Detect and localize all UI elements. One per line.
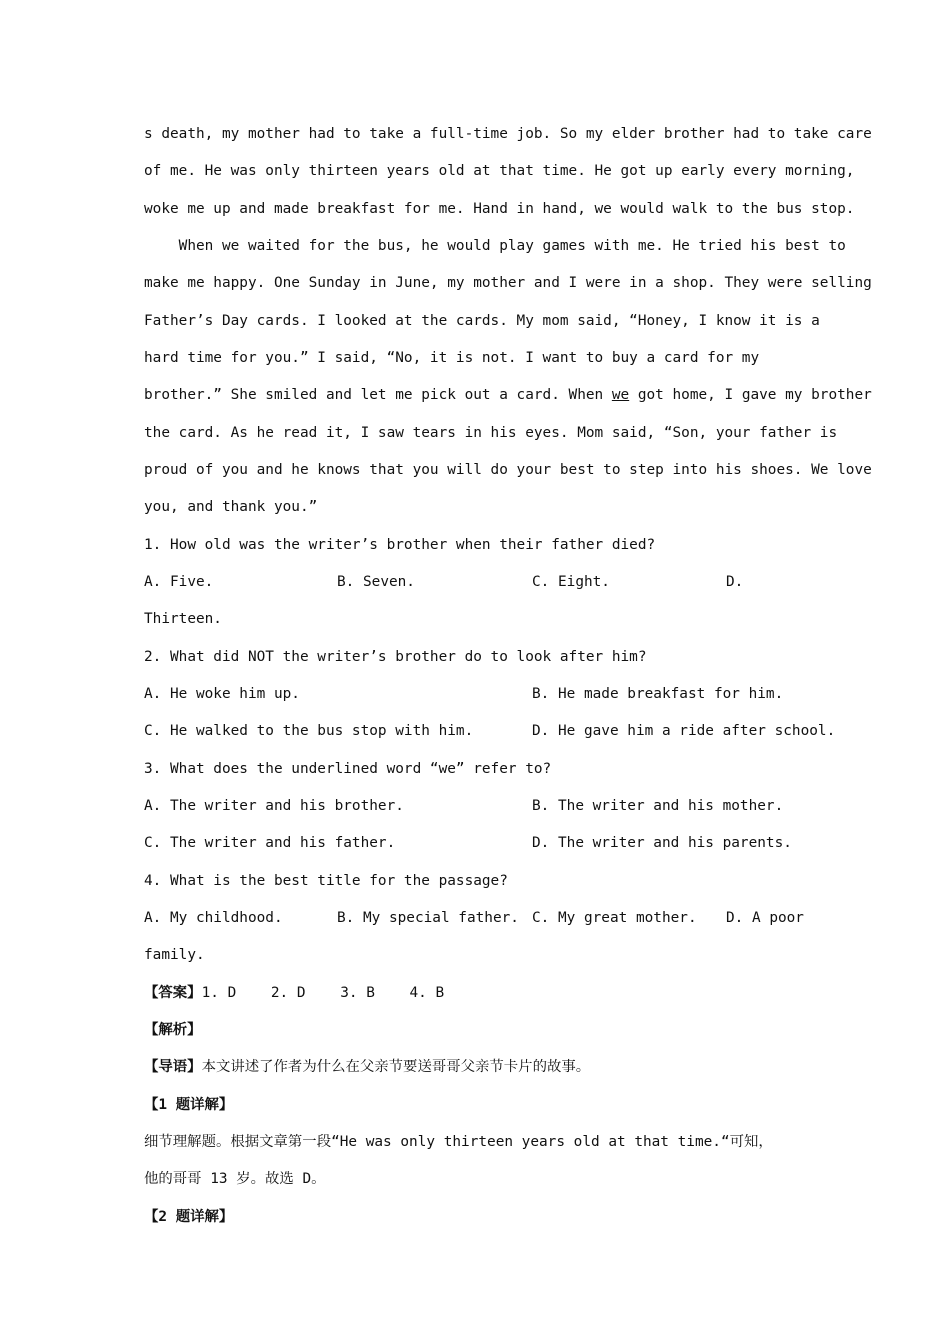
question-2-stem: 2. What did NOT the writer’s brother do to look after him? <box>144 649 647 665</box>
passage-line-9: the card. As he read it, I saw tears in his eyes. Mom said, “Son, your father is <box>144 425 838 441</box>
question-4-option-d-wrap: family. <box>144 947 205 963</box>
question-1-option-d-wrap: Thirteen. <box>144 611 222 627</box>
guide-line <box>144 1057 590 1077</box>
passage-line-10: proud of you and he knows that you will do your best to step into his shoes. We love <box>144 462 872 478</box>
guide-label: 【导语】 <box>144 1059 202 1075</box>
guide-text: 本文讲述了作者为什么在父亲节要送哥哥父亲节卡片的故事。 <box>201 1059 591 1075</box>
question-4-option-b: B. My special father. <box>337 910 519 926</box>
question-3-option-b: B. The writer and his mother. <box>532 798 784 814</box>
question-3-option-c: C. The writer and his father. <box>144 835 396 851</box>
question-1-option-a: A. Five. <box>144 574 214 590</box>
passage-line-7: hard time for you.” I said, “No, it is not. I want to buy a card for my <box>144 350 760 366</box>
answer-text: 1. D 2. D 3. B 4. B <box>201 985 445 1001</box>
question-2-option-d: D. He gave him a ride after school. <box>532 723 836 739</box>
question-1-option-d: D. <box>726 574 744 590</box>
question-1-stem: 1. How old was the writer’s brother when their father died? <box>144 537 656 553</box>
question-2-option-c: C. He walked to the bus stop with him. <box>144 723 474 739</box>
detail-1-line-1: 细节理解题。根据文章第一段“He was only thirteen years old at that time.“可知， <box>144 1134 773 1150</box>
passage-line-8-end: got home, I gave my brother <box>629 387 872 403</box>
question-3-stem: 3. What does the underlined word “we” refer to? <box>144 761 552 777</box>
passage-line-3: woke me up and made breakfast for me. Hand in hand, we would walk to the bus stop. <box>144 201 855 217</box>
passage-line-8 <box>144 385 872 405</box>
passage-line-8-start: brother.” She smiled and let me pick out a card. When <box>144 387 612 403</box>
question-3-option-d: D. The writer and his parents. <box>532 835 792 851</box>
detail-2-label: 【2 题详解】 <box>144 1209 234 1225</box>
detail-1-line-2: 他的哥哥 13 岁。故选 D。 <box>144 1171 326 1187</box>
passage-line-4: When we waited for the bus, he would play games with me. He tried his best to <box>144 238 846 254</box>
passage-line-2: of me. He was only thirteen years old at that time. He got up early every morning, <box>144 163 855 179</box>
answer-line <box>144 983 444 1003</box>
question-2-option-a: A. He woke him up. <box>144 686 300 702</box>
question-1-option-c: C. Eight. <box>532 574 610 590</box>
answer-label: 【答案】 <box>144 985 202 1001</box>
question-2-option-b: B. He made breakfast for him. <box>532 686 784 702</box>
question-4-option-a: A. My childhood. <box>144 910 283 926</box>
passage-line-5: make me happy. One Sunday in June, my mother and I were in a shop. They were selling <box>144 275 872 291</box>
passage-line-1: s death, my mother had to take a full-time job. So my elder brother had to take care <box>144 126 872 142</box>
question-4-stem: 4. What is the best title for the passage? <box>144 873 508 889</box>
passage-line-6: Father’s Day cards. I looked at the cards. My mom said, “Honey, I know it is a <box>144 313 820 329</box>
analysis-label: 【解析】 <box>144 1022 202 1038</box>
question-3-option-a: A. The writer and his brother. <box>144 798 404 814</box>
question-1-option-b: B. Seven. <box>337 574 415 590</box>
question-4-option-c: C. My great mother. <box>532 910 697 926</box>
underlined-word-we: we <box>611 387 630 403</box>
question-4-option-d: D. A poor <box>726 910 804 926</box>
detail-1-label: 【1 题详解】 <box>144 1097 234 1113</box>
passage-line-11: you, and thank you.” <box>144 499 318 515</box>
